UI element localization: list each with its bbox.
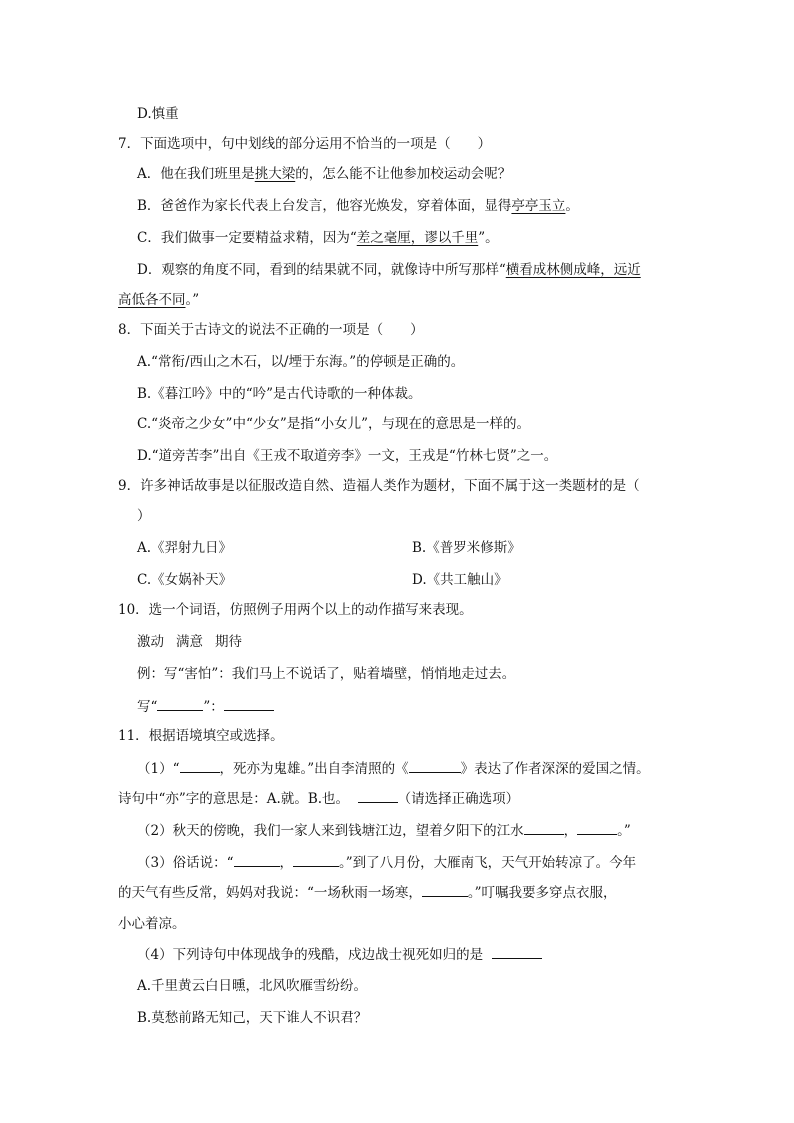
q8-option-d: D.“道旁苦李”出自《王戎不取道旁李》一文，王戎是“竹林七贤”之一。: [137, 448, 558, 464]
q11-part4-option-b: B.莫愁前路无知己，天下谁人不识君？: [137, 1010, 368, 1026]
underlined-phrase: 横看成林侧成峰，远近: [505, 262, 641, 278]
q7-option-c: C．我们做事一定要精益求精，因为“差之毫厘，谬以千里”。: [137, 230, 499, 246]
q6-option-d: D.慎重: [137, 106, 179, 122]
q11-part3-line2: 的天气有些反常，妈妈对我说：“一场秋雨一场寒， 。”叮嘱我要多穿点衣服，: [118, 882, 617, 903]
q9-stem-end: ）: [137, 508, 151, 524]
q11-part4: （4）下列诗句中体现战争的残酷，戍边战士视死如归的是: [137, 944, 542, 965]
fill-blank[interactable]: [422, 882, 468, 897]
q10-stem: 10．选一个词语，仿照例子用两个以上的动作描写来表现。: [118, 602, 473, 618]
underlined-phrase: 亭亭玉立: [511, 198, 566, 214]
q7-option-d-continued: 高低各不同。”: [118, 292, 200, 308]
q11-stem: 11．根据语境填空或选择。: [118, 728, 284, 744]
q7-stem: 7．下面选项中，句中划线的部分运用不恰当的一项是（ ）: [118, 136, 492, 152]
word-choice: 期待: [215, 634, 242, 650]
q11-part3-line3: 小心着凉。: [118, 916, 186, 932]
q8-option-b: B.《暮江吟》中的“吟”是古代诗歌的一种体裁。: [137, 386, 422, 402]
q9-option-a: A.《羿射九日》: [137, 540, 233, 556]
q11-part4-option-a: A.千里黄云白日曛，北风吹雁雪纷纷。: [137, 978, 368, 994]
q7-option-a: A．他在我们班里是挑大梁的，怎么能不让他参加校运动会呢？: [137, 166, 512, 182]
q10-answer-line: 写“ ”：: [137, 696, 274, 717]
q9-option-c: C.《女娲补天》: [137, 572, 233, 588]
q10-example: 例：写“害怕”：我们马上不说话了，贴着墙壁，悄悄地走过去。: [137, 666, 516, 682]
fill-blank[interactable]: [234, 852, 280, 867]
q11-part2: （2）秋天的傍晚，我们一家人来到钱塘江边，望着夕阳下的江水 ， 。”: [137, 820, 631, 841]
q9-option-d: D.《共工触山》: [412, 572, 508, 588]
q8-option-a: A.“常衔/西山之木石，以/堙于东海。”的停顿是正确的。: [137, 354, 465, 370]
underlined-phrase: 挑大梁: [254, 166, 296, 182]
q8-stem: 8．下面关于古诗文的说法不正确的一项是（ ）: [118, 322, 424, 338]
fill-blank[interactable]: [157, 696, 203, 711]
fill-blank[interactable]: [293, 852, 339, 867]
word-choice: 满意: [176, 634, 203, 650]
fill-blank[interactable]: [577, 820, 617, 835]
underlined-phrase: 高低各不同: [118, 292, 186, 308]
q7-option-b: B．爸爸作为家长代表上台发言，他容光焕发，穿着体面，显得亭亭玉立。: [137, 198, 579, 214]
word-choice: 激动: [137, 634, 164, 650]
underlined-phrase: 差之毫厘，谬以千里: [356, 230, 479, 246]
fill-blank[interactable]: [180, 758, 220, 773]
q11-part1-line1: （1）“ ，死亦为鬼雄。”出自李清照的《 》表达了作者深深的爱国之情。: [137, 758, 650, 779]
q11-part1-line2: 诗句中“亦”字的意思是：A.就。B.也。 （请选择正确选项）: [118, 788, 519, 809]
fill-blank[interactable]: [358, 788, 398, 803]
fill-blank[interactable]: [524, 820, 564, 835]
q7-option-d: D．观察的角度不同，看到的结果就不同，就像诗中所写那样“横看成林侧成峰，远近: [137, 262, 641, 278]
q9-option-b: B.《普罗米修斯》: [412, 540, 521, 556]
fill-blank[interactable]: [492, 944, 542, 959]
q11-part3-line1: （3）俗话说：“ ， 。”到了八月份，大雁南飞，天气开始转凉了。今年: [137, 852, 636, 873]
q9-stem: 9．许多神话故事是以征服改造自然、造福人类作为题材，下面不属于这一类题材的是（: [118, 478, 640, 494]
fill-blank[interactable]: [409, 758, 461, 773]
q8-option-c: C.“炎帝之少女”中“少女”是指“小女儿”，与现在的意思是一样的。: [137, 416, 531, 432]
fill-blank[interactable]: [224, 696, 274, 711]
q10-word-choices: [137, 632, 254, 652]
